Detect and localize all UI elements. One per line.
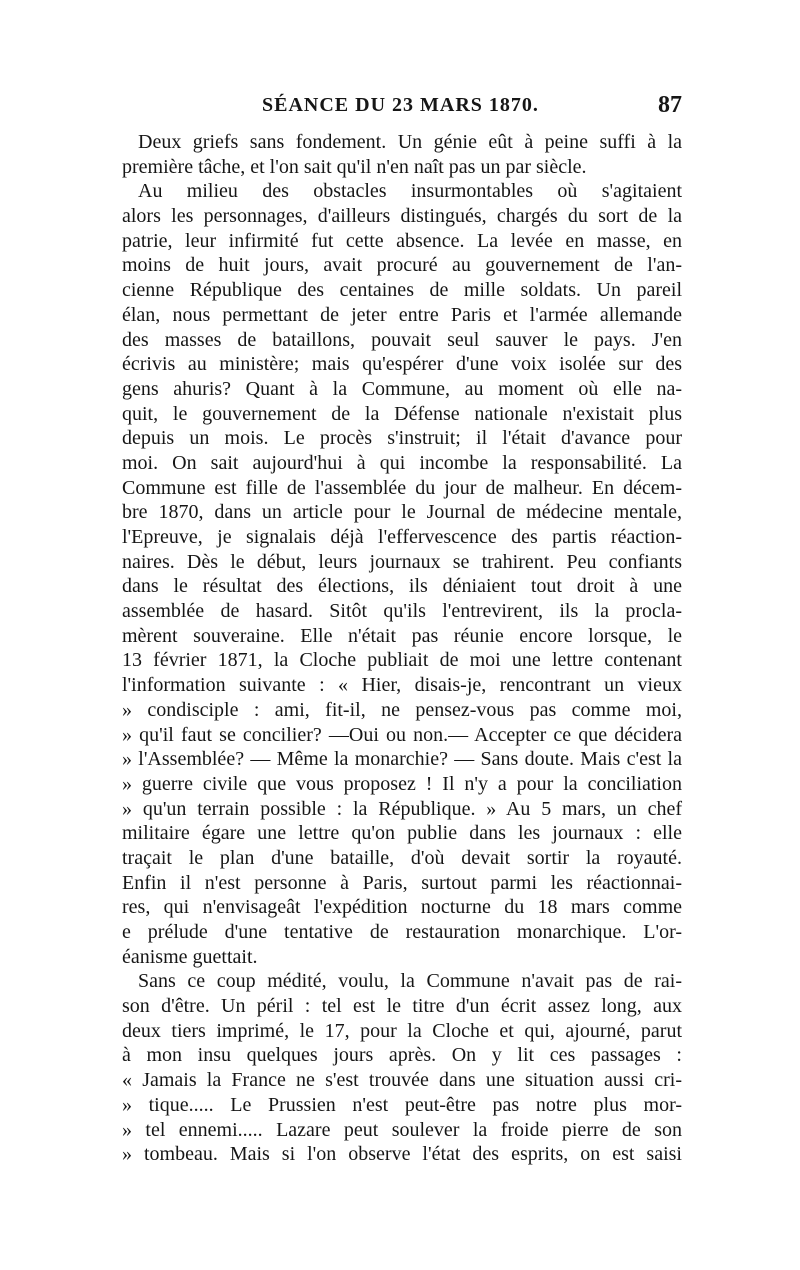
text-line: » tombeau. Mais si l'on observe l'état des esprits, on est saisi: [122, 1143, 682, 1166]
text-line: Deux griefs sans fondement. Un génie eût à peine suffi à la: [138, 131, 682, 153]
text-line: deux tiers imprimé, le 17, pour la Cloche et qui, ajourné, parut: [122, 1019, 682, 1042]
text-line: Sans ce coup médité, voulu, la Commune n'avait pas de rai-: [138, 970, 682, 993]
text-line: moi. On sait aujourd'hui à qui incombe la responsabilité. La: [122, 451, 682, 474]
page-number: 87: [658, 92, 682, 118]
text-line: dans le résultat des élections, ils déniaient tout droit à une: [122, 575, 682, 598]
text-line: » guerre civile que vous proposez ! Il n'y a pour la conciliation: [122, 772, 682, 795]
text-line: moins de huit jours, avait procuré au gouvernement de l'an-: [122, 254, 682, 277]
text-line: à mon insu quelques jours après. On y lit ces passages :: [122, 1044, 682, 1067]
text-line: patrie, leur infirmité fut cette absence. La levée en masse, en: [122, 229, 682, 252]
text-line: assemblée de hasard. Sitôt qu'ils l'entrevirent, ils la procla-: [122, 600, 682, 623]
running-title: SÉANCE DU 23 MARS 1870.: [262, 94, 539, 116]
text-line: éanisme guettait.: [122, 945, 258, 968]
text-line: 13 février 1871, la Cloche publiait de moi une lettre contenant: [122, 649, 682, 672]
text-line: » l'Assemblée? — Même la monarchie? — Sans doute. Mais c'est la: [122, 748, 682, 771]
text-line: alors les personnages, d'ailleurs distingués, chargés du sort de la: [122, 205, 682, 228]
text-line: » qu'il faut se concilier? —Oui ou non.— Accepter ce que décidera: [122, 723, 682, 746]
text-line: res, qui n'envisageât l'expédition nocturne du 18 mars comme: [122, 896, 682, 919]
text-line: cienne République des centaines de mille soldats. Un pareil: [122, 279, 682, 302]
text-line: Commune est fille de l'assemblée du jour de malheur. En décem-: [122, 476, 682, 499]
text-line: Au milieu des obstacles insurmontables où s'agitaient: [138, 180, 682, 203]
text-line: des masses de bataillons, pouvait seul sauver le pays. J'en: [122, 328, 682, 351]
text-line: Enfin il n'est personne à Paris, surtout parmi les réactionnai-: [122, 871, 682, 894]
text-line: écrivis au ministère; mais qu'espérer d'une voix isolée sur des: [122, 353, 682, 376]
text-line: » condisciple : ami, fit-il, ne pensez-vous pas comme moi,: [122, 698, 682, 721]
running-head: [122, 94, 682, 130]
text-line: bre 1870, dans un article pour le Journal de médecine mentale,: [122, 501, 682, 524]
text-line: gens ahuris? Quant à la Commune, au moment où elle na-: [122, 377, 682, 400]
text-line: naires. Dès le début, leurs journaux se trahirent. Peu confiants: [122, 550, 682, 573]
text-line: militaire égare une lettre qu'on publie dans les journaux : elle: [122, 822, 682, 845]
text-line: traçait le plan d'une bataille, d'où devait sortir la royauté.: [122, 846, 682, 869]
body-text: [122, 130, 682, 1167]
text-line: e prélude d'une tentative de restauration monarchique. L'or-: [122, 921, 682, 943]
text-line: première tâche, et l'on sait qu'il n'en naît pas un par siècle.: [122, 155, 587, 178]
text-line: l'Epreuve, je signalais déjà l'effervescence des partis réaction-: [122, 526, 682, 548]
text-line: élan, nous permettant de jeter entre Paris et l'armée allemande: [122, 303, 682, 326]
text-line: » tique..... Le Prussien n'est peut-être pas notre plus mor-: [122, 1093, 682, 1116]
text-line: » qu'un terrain possible : la République. » Au 5 mars, un chef: [122, 797, 682, 820]
text-line: mèrent souveraine. Elle n'était pas réunie encore lorsque, le: [122, 624, 682, 647]
text-line: quit, le gouvernement de la Défense nationale n'existait plus: [122, 402, 682, 425]
text-line: l'information suivante : « Hier, disais-je, rencontrant un vieux: [122, 674, 682, 697]
text-line: » tel ennemi..... Lazare peut soulever la froide pierre de son: [122, 1118, 682, 1141]
text-line: son d'être. Un péril : tel est le titre d'un écrit assez long, aux: [122, 995, 682, 1018]
text-line: depuis un mois. Le procès s'instruit; il l'était d'avance pour: [122, 427, 682, 450]
text-line: « Jamais la France ne s'est trouvée dans une situation aussi cri-: [122, 1069, 682, 1092]
